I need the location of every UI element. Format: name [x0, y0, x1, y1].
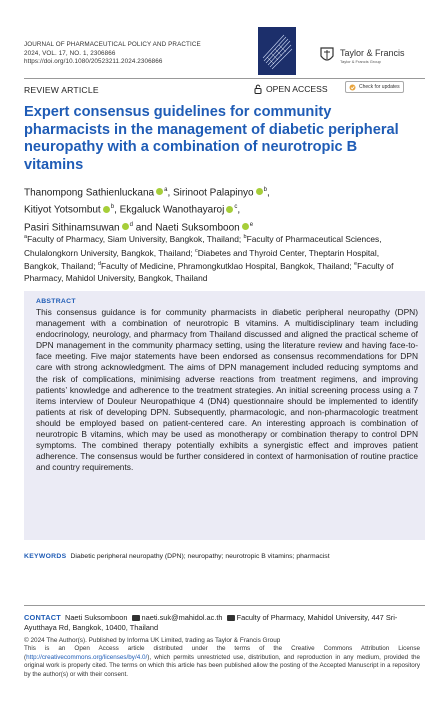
journal-cover-image — [258, 27, 296, 75]
license-pre: This is an Open Access article distributed under the terms of the Creative Commons Attribution License ( — [24, 645, 420, 661]
author-name[interactable]: Ekgaluck Wanothayaroj — [119, 204, 225, 216]
contact-address: Faculty of Pharmacy, Mahidol University, 447 Sri-Ayutthaya Rd, Bangkok, 10400, Thailand — [24, 613, 398, 632]
copyright: © 2024 The Author(s). Published by Informa UK Limited, trading as Taylor & Francis Group — [24, 637, 281, 644]
open-lock-icon — [254, 84, 262, 94]
check-updates-label: Check for updates — [359, 84, 400, 90]
affil-sup: c — [195, 247, 198, 254]
affil-sup: e — [354, 261, 358, 268]
publisher-name: Taylor & Francis — [340, 48, 405, 58]
cover-art-icon — [258, 27, 296, 75]
article-type: REVIEW ARTICLE — [24, 85, 99, 95]
author-name[interactable]: Kitiyot Yotsombut — [24, 204, 101, 216]
journal-citation: 2024, VOL. 17, NO. 1, 2306866 — [24, 49, 116, 57]
keywords — [24, 553, 330, 560]
affil-sup: b — [243, 234, 247, 240]
abstract-text: This consensus guidance is for community pharmacists in diabetic peripheral neuropathy (DPN) management with a combination of neurotropic B vitamins. A multidisciplinary team including endocrinology, neurology, and pharmacy from Thailand discussed and aligned the practical scheme of DPN management in the community pharmacy setting, using the literature review and having face-to-face meeting. Five major statements have been endorsed as consensus recommendations for DPN care with strong acknowledgment. The aims of DPN management included reducing symptoms and the risk of complications, minimising adverse reactions from treatment regimens, and improving patients’ knowledge and adherence to the treatment strategies. An initial screening process using a 7 items interview of Douleur Neuropathique 4 (DN4) questionnaire should be implemented to identify patients at risk of developing DPN. Subsequently, pharmacologic, and non-pharmacologic treatment should be employed based on patient-centered care. An interesting approach is combination of neurotropic B vitamins, which may be used as monotherapy or combination therapy to control DPN symptoms. The combined therapy potentially exhibits a synergistic effect and improves patient adherence. The consensus would be further considered in context of harmonisation of routine practice and country requirements. — [36, 307, 418, 473]
publisher-subname: Taylor & Francis Group — [340, 59, 381, 64]
affil-sup: d — [97, 261, 101, 268]
article-title: Expert consensus guidelines for community pharmacists in the management of diabetic peripheral neuropathy with a combination of neurotropic B vitamins — [24, 104, 399, 173]
author-list: Thanompong Sathienluckana $^a$, Sirinoot Palapinyo $^b$, Kitiyot Yotsombut $^b$, Ekgaluck Wanothayaroj $^c$, Pasiri Sithinamsuwan $^d$ and Naeti Suksomboon $^e$ — [24, 187, 270, 233]
author-name[interactable]: Sirinoot Palapinyo — [173, 187, 254, 199]
license-link[interactable]: http://creativecommons.org/licenses/by/4.0/ — [26, 653, 148, 661]
affiliation: Faculty of Pharmaceutical Sciences, Chulalongkorn University, Bangkok, Thailand; — [24, 233, 382, 258]
license-text — [24, 645, 420, 679]
author-name[interactable]: Thanompong Sathienluckana — [24, 187, 155, 199]
orcid-icon[interactable] — [242, 223, 249, 230]
check-updates-icon — [349, 84, 356, 91]
affiliations — [24, 232, 412, 285]
author-name[interactable]: Pasiri Sithinamsuwan — [24, 221, 120, 233]
journal-header — [24, 41, 201, 67]
contact-name: Naeti Suksomboon — [64, 613, 128, 622]
license-post: ), which permits unrestricted use, distribution, and reproduction in any medium, provided the original work is properly cited. The terms on which this article has been published allow the posting of the Accepted Manuscript in a repository by the author(s) or with their consent. — [24, 653, 420, 678]
affiliation: Faculty of Pharmacy, Mahidol University, Bangkok, Thailand — [24, 260, 394, 283]
contact-block — [24, 613, 420, 633]
journal-name: JOURNAL OF PHARMACEUTICAL POLICY AND PRACTICE — [24, 41, 201, 48]
open-access-label: OPEN ACCESS — [266, 84, 328, 94]
author-affil-sup: b — [263, 187, 267, 193]
journal-doi[interactable]: https://doi.org/10.1080/20523211.2024.2306866 — [24, 58, 163, 66]
open-access-badge — [254, 84, 328, 94]
author-affil-sup: c — [234, 204, 238, 211]
orcid-icon[interactable] — [103, 206, 110, 213]
author-name[interactable]: Naeti Suksomboon — [155, 221, 240, 233]
author-affil-sup: e — [249, 221, 254, 228]
abstract-heading: ABSTRACT — [36, 298, 76, 305]
author-affil-sup: d — [129, 221, 133, 228]
address-icon — [227, 615, 235, 621]
mail-icon — [132, 615, 140, 621]
author-affil-sup: b — [110, 204, 115, 211]
orcid-icon[interactable] — [156, 188, 163, 195]
keywords-text: Diabetic peripheral neuropathy (DPN); neuropathy; neurotropic B vitamins; pharmacist — [70, 553, 330, 560]
footer-rule — [24, 605, 425, 606]
affiliation: Diabetes and Thyroid Center, Theptarin Hospital, Bangkok, Thailand; — [24, 247, 380, 271]
keywords-label: KEYWORDS — [24, 553, 67, 560]
contact-email[interactable]: naeti.suk@mahidol.ac.th — [141, 613, 223, 622]
affiliation: Faculty of Medicine, Phramongkutklao Hospital, Bangkok, Thailand; — [100, 260, 352, 271]
header-rule — [24, 78, 425, 79]
affiliation: Faculty of Pharmacy, Siam University, Bangkok, Thailand; — [27, 233, 242, 244]
author-affil-sup: a — [164, 187, 168, 193]
affil-sup: a — [24, 234, 28, 240]
publisher-emblem-icon — [317, 44, 337, 66]
check-updates-button[interactable] — [345, 81, 404, 93]
orcid-icon[interactable] — [122, 223, 129, 230]
contact-label: CONTACT — [24, 613, 61, 622]
author-conjunction: and — [135, 221, 153, 233]
orcid-icon[interactable] — [256, 188, 263, 195]
taylor-francis-logo — [317, 44, 337, 71]
orcid-icon[interactable] — [226, 206, 233, 213]
